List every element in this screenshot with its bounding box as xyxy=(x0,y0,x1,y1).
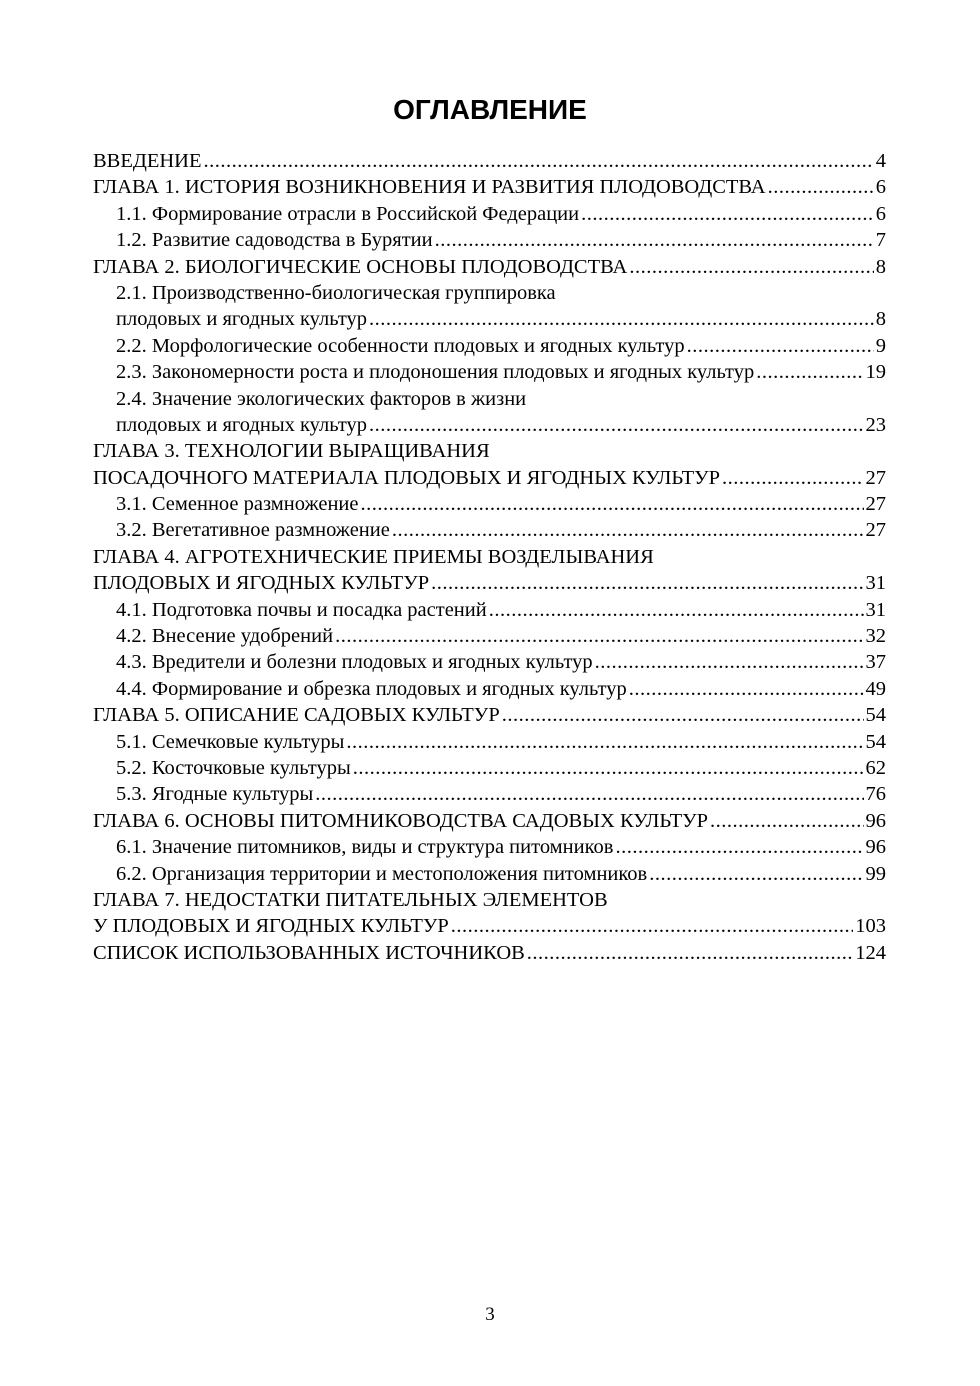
toc-entry-references[interactable] xyxy=(93,940,886,966)
toc-entry-page: 27 xyxy=(865,466,886,489)
toc-entry-page: 49 xyxy=(865,677,886,700)
page-title: ОГЛАВЛЕНИЕ xyxy=(393,94,587,125)
toc-entry-label: ГЛАВА 3. ТЕХНОЛОГИИ ВЫРАЩИВАНИЯ xyxy=(93,440,490,463)
toc-entry-label: ГЛАВА 1. ИСТОРИЯ ВОЗНИКНОВЕНИЯ И РАЗВИТИЯ ПЛОДОВОДСТВА xyxy=(93,176,766,199)
toc-entry-section-6-1[interactable] xyxy=(93,834,886,860)
toc-entry-label: ГЛАВА 6. ОСНОВЫ ПИТОМНИКОВОДСТВА САДОВЫХ КУЛЬТУР xyxy=(93,809,709,832)
toc-entry-section-5-3[interactable] xyxy=(93,781,886,807)
table-of-contents xyxy=(93,148,886,966)
toc-entry-section-1-1[interactable] xyxy=(93,201,886,227)
toc-entry-page: 76 xyxy=(865,783,886,806)
toc-entry-page: 23 xyxy=(865,413,886,436)
toc-entry-chapter-2[interactable] xyxy=(93,254,886,280)
toc-entry-chapter-3-line-1[interactable] xyxy=(93,438,886,464)
toc-entry-page: 6 xyxy=(875,176,886,199)
toc-entry-page: 27 xyxy=(865,493,886,516)
toc-entry-section-4-1[interactable] xyxy=(93,597,886,623)
toc-entry-page: 96 xyxy=(865,809,886,832)
toc-entry-page: 27 xyxy=(865,519,886,542)
toc-entry-chapter-4-line-1[interactable] xyxy=(93,544,886,570)
toc-entry-section-2-4-line-2[interactable] xyxy=(93,412,886,438)
toc-entry-page: 99 xyxy=(865,862,886,885)
toc-entry-label: У ПЛОДОВЫХ И ЯГОДНЫХ КУЛЬТУР xyxy=(93,915,449,938)
toc-entry-chapter-7-line-1[interactable] xyxy=(93,887,886,913)
toc-entry-section-3-1[interactable] xyxy=(93,491,886,517)
toc-entry-label: СПИСОК ИСПОЛЬЗОВАННЫХ ИСТОЧНИКОВ xyxy=(93,941,525,964)
toc-entry-introduction[interactable] xyxy=(93,148,886,174)
toc-entry-chapter-3-line-2[interactable] xyxy=(93,465,886,491)
toc-entry-page: 96 xyxy=(865,836,886,859)
toc-entry-section-5-1[interactable] xyxy=(93,729,886,755)
toc-entry-label: 3.1. Семенное размножение xyxy=(116,493,359,516)
toc-entry-label: 5.1. Семечковые культуры xyxy=(116,730,345,753)
toc-entry-label: 6.2. Организация территории и местоположения питомников xyxy=(116,862,648,885)
toc-entry-section-4-4[interactable] xyxy=(93,676,886,702)
toc-entry-section-5-2[interactable] xyxy=(93,755,886,781)
toc-entry-label: 2.3. Закономерности роста и плодоношения плодовых и ягодных культур xyxy=(116,361,755,384)
toc-entry-page: 19 xyxy=(865,361,886,384)
toc-entry-section-2-1-line-2[interactable] xyxy=(93,306,886,332)
toc-entry-label: 2.1. Производственно-биологическая группировка xyxy=(116,281,556,304)
toc-entry-label: 4.3. Вредители и болезни плодовых и ягодных культур xyxy=(116,651,593,674)
toc-entry-label: 1.1. Формирование отрасли в Российской Федерации xyxy=(116,202,580,225)
toc-entry-page: 32 xyxy=(865,625,886,648)
toc-entry-section-2-3[interactable] xyxy=(93,359,886,385)
page-number: 3 xyxy=(485,1304,495,1325)
toc-entry-label: ПОСАДОЧНОГО МАТЕРИАЛА ПЛОДОВЫХ И ЯГОДНЫХ КУЛЬТУР xyxy=(93,466,721,489)
toc-entry-page: 9 xyxy=(875,334,886,357)
toc-entry-section-4-3[interactable] xyxy=(93,649,886,675)
toc-entry-label: ГЛАВА 4. АГРОТЕХНИЧЕСКИЕ ПРИЕМЫ ВОЗДЕЛЫВАНИЯ xyxy=(93,545,654,568)
toc-entry-label: ПЛОДОВЫХ И ЯГОДНЫХ КУЛЬТУР xyxy=(93,572,430,595)
toc-entry-label: ВВЕДЕНИЕ xyxy=(93,150,202,172)
toc-entry-page: 124 xyxy=(855,941,886,964)
toc-entry-label: ГЛАВА 5. ОПИСАНИЕ САДОВЫХ КУЛЬТУР xyxy=(93,704,500,727)
toc-entry-section-2-1-line-1[interactable] xyxy=(93,280,886,306)
toc-entry-label: 5.2. Косточковые культуры xyxy=(116,756,351,779)
toc-entry-label: 5.3. Ягодные культуры xyxy=(116,783,314,806)
toc-entry-label: 2.4. Значение экологических факторов в жизни xyxy=(116,387,527,410)
toc-entry-page: 7 xyxy=(875,229,886,252)
toc-entry-section-4-2[interactable] xyxy=(93,623,886,649)
toc-entry-page: 31 xyxy=(865,598,886,621)
toc-entry-label: ГЛАВА 7. НЕДОСТАТКИ ПИТАТЕЛЬНЫХ ЭЛЕМЕНТОВ xyxy=(93,888,608,911)
toc-entry-section-1-2[interactable] xyxy=(93,227,886,253)
toc-entry-page: 54 xyxy=(865,704,886,727)
toc-entry-section-2-4-line-1[interactable] xyxy=(93,386,886,412)
toc-entry-chapter-4-line-2[interactable] xyxy=(93,570,886,596)
toc-entry-label: 4.2. Внесение удобрений xyxy=(116,625,334,648)
toc-entry-section-6-2[interactable] xyxy=(93,861,886,887)
toc-entry-chapter-6[interactable] xyxy=(93,808,886,834)
toc-entry-page: 54 xyxy=(865,730,886,753)
toc-entry-label: 1.2. Развитие садоводства в Бурятии xyxy=(116,229,433,252)
toc-entry-page: 8 xyxy=(875,255,886,278)
toc-entry-page: 31 xyxy=(865,572,886,595)
toc-entry-label: 2.2. Морфологические особенности плодовых и ягодных культур xyxy=(116,334,685,357)
toc-entry-chapter-7-line-2[interactable] xyxy=(93,913,886,939)
toc-entry-page: 37 xyxy=(865,651,886,674)
toc-entry-label: 6.1. Значение питомников, виды и структура питомников xyxy=(116,836,614,859)
toc-entry-label: 4.4. Формирование и обрезка плодовых и ягодных культур xyxy=(116,677,627,700)
toc-entry-chapter-5[interactable] xyxy=(93,702,886,728)
toc-entry-label: ГЛАВА 2. БИОЛОГИЧЕСКИЕ ОСНОВЫ ПЛОДОВОДСТВА xyxy=(93,255,628,278)
toc-entry-section-3-2[interactable] xyxy=(93,517,886,543)
toc-entry-page: 62 xyxy=(865,756,886,779)
toc-entry-label: плодовых и ягодных культур xyxy=(116,308,368,331)
toc-entry-section-2-2[interactable] xyxy=(93,333,886,359)
toc-entry-label: 3.2. Вегетативное размножение xyxy=(116,519,390,542)
toc-entry-chapter-1[interactable] xyxy=(93,174,886,200)
toc-entry-page: 6 xyxy=(875,202,886,225)
toc-entry-page: 103 xyxy=(855,915,886,938)
toc-entry-page: 4 xyxy=(875,150,886,172)
toc-entry-label: 4.1. Подготовка почвы и посадка растений xyxy=(116,598,487,621)
toc-entry-page: 8 xyxy=(875,308,886,331)
toc-entry-label: плодовых и ягодных культур xyxy=(116,413,368,436)
